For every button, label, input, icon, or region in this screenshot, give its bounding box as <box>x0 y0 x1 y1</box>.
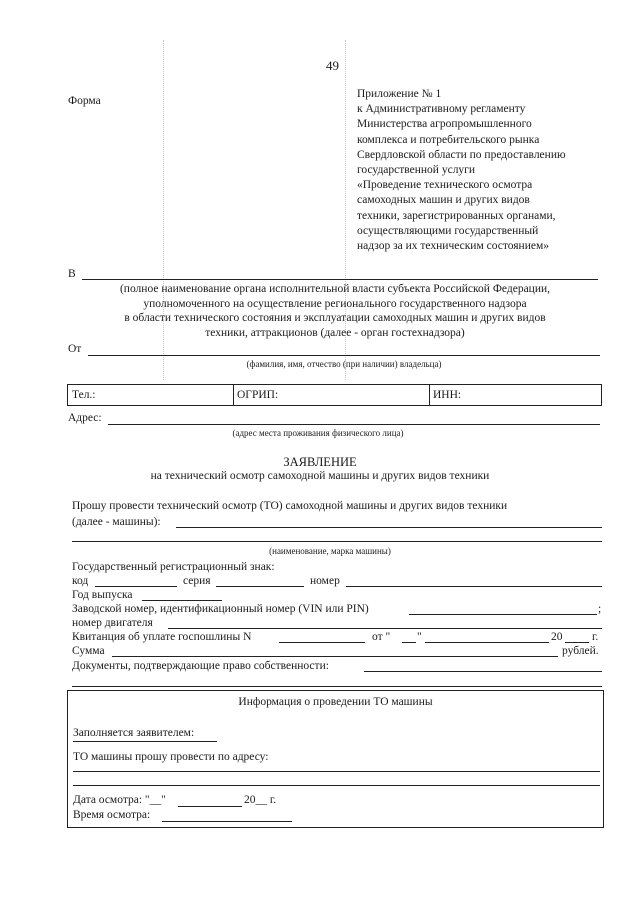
series-label: серия <box>183 575 211 587</box>
inspection-address-field[interactable] <box>73 771 600 772</box>
appendix-block <box>357 87 607 254</box>
appendix-line: Министерства агропромышленного <box>357 118 532 131</box>
request-machine-label: (далее - машины): <box>72 516 161 528</box>
inspection-address-field-continued[interactable] <box>73 785 600 786</box>
page-number: 49 <box>326 58 339 73</box>
engine-number-field[interactable] <box>168 628 602 629</box>
statement-title: ЗАЯВЛЕНИЕ <box>283 455 357 469</box>
inspection-date-year: 20__ г. <box>244 794 277 806</box>
to-label: В <box>68 268 76 280</box>
year-field[interactable] <box>142 600 222 601</box>
registration-title: Государственный регистрационный знак: <box>72 561 275 573</box>
authority-hint-line: техники, аттракционов (далее - орган гостехнадзора) <box>205 326 465 339</box>
receipt-month-field[interactable] <box>425 642 549 643</box>
filled-by-underline <box>73 741 217 742</box>
factory-number-field[interactable] <box>409 614 597 615</box>
machine-field-continued[interactable] <box>72 541 602 542</box>
sum-label: Сумма <box>72 645 105 657</box>
receipt-year-suffix: г. <box>592 631 599 643</box>
inn-label: ИНН: <box>433 389 462 401</box>
form-label: Форма <box>68 95 101 107</box>
request-text: Прошу провести технический осмотр (ТО) самоходной машины и других видов техники <box>72 500 508 512</box>
authority-hint-line: (полное наименование органа исполнительной власти субъекта Российской Федерации, <box>119 283 551 295</box>
owner-name-hint: (фамилия, имя, отчество (при наличии) владельца) <box>246 359 442 369</box>
inspection-time-field[interactable] <box>162 821 292 822</box>
appendix-line: «Проведение технического осмотра <box>357 179 533 192</box>
sum-field[interactable] <box>112 656 558 657</box>
appendix-line: Приложение № 1 <box>357 88 442 100</box>
ownership-documents-label: Документы, подтверждающие право собственности: <box>72 660 329 672</box>
factory-number-end: ; <box>598 603 602 615</box>
contacts-table <box>67 384 602 406</box>
appendix-line: самоходных машин и других видов <box>357 194 530 207</box>
info-box-title: Информация о проведении ТО машины <box>238 696 433 708</box>
address-field[interactable] <box>108 424 600 425</box>
appendix-line: государственной услуги <box>357 164 476 177</box>
engine-number-label: номер двигателя <box>72 617 153 629</box>
from-label: От <box>68 343 82 355</box>
receipt-label: Квитанция об уплате госпошлины N <box>72 631 252 643</box>
inspection-date-label: Дата осмотра: "__" <box>73 794 166 806</box>
ogrip-label: ОГРИП: <box>237 389 279 401</box>
appendix-line: Свердловской области по предоставлению <box>357 148 566 161</box>
ownership-documents-field[interactable] <box>364 671 602 672</box>
phone-cell[interactable] <box>68 385 233 405</box>
phone-label: Тел.: <box>72 389 96 401</box>
machine-field[interactable] <box>176 527 602 528</box>
receipt-day-field[interactable] <box>402 642 416 643</box>
filled-by-label: Заполняется заявителем: <box>73 727 195 739</box>
inspection-address-label: ТО машины прошу провести по адресу: <box>73 751 269 763</box>
series-field[interactable] <box>216 586 304 587</box>
receipt-number-field[interactable] <box>279 642 365 643</box>
appendix-line: надзор за их техническим состоянием» <box>357 240 549 253</box>
year-label: Год выпуска <box>72 589 133 601</box>
inspection-time-label: Время осмотра: <box>73 809 151 821</box>
appendix-line: комплекса и потребительского рынка <box>357 133 540 146</box>
number-field[interactable] <box>346 586 602 587</box>
statement-subtitle: на технический осмотр самоходной машины и других видов техники <box>150 470 490 482</box>
factory-number-label: Заводской номер, идентификационный номер (VIN или PIN) <box>72 603 369 615</box>
owner-name-field[interactable] <box>88 355 600 356</box>
sum-currency: рублей. <box>562 645 599 657</box>
appendix-line: техники, зарегистрированных органами, <box>357 209 556 222</box>
authority-hint-line: уполномоченного на осуществление регионального государственного надзора <box>143 297 527 310</box>
ownership-documents-field-continued[interactable] <box>72 686 602 687</box>
code-field[interactable] <box>95 586 177 587</box>
number-label: номер <box>310 575 340 587</box>
machine-hint: (наименование, марка машины) <box>269 546 391 556</box>
inn-cell[interactable] <box>429 385 601 405</box>
receipt-quote-close: " <box>417 631 422 643</box>
authority-field[interactable] <box>82 279 598 280</box>
receipt-year-field[interactable] <box>565 642 589 643</box>
address-label: Адрес: <box>68 412 102 424</box>
authority-hint <box>80 282 590 340</box>
code-label: код <box>72 575 89 587</box>
inspection-month-field[interactable] <box>178 806 242 807</box>
receipt-from-label: от " <box>372 631 391 643</box>
ogrip-cell[interactable] <box>233 385 429 405</box>
authority-hint-line: в области технического состояния и эксплуатации самоходных машин и других видов <box>124 312 546 325</box>
appendix-line: осуществляющими государственный <box>357 224 539 237</box>
receipt-year-prefix: 20 <box>551 631 563 643</box>
address-hint: (адрес места проживания физического лица) <box>232 428 404 438</box>
inspection-info-box <box>67 690 604 828</box>
appendix-line: к Административному регламенту <box>357 103 526 116</box>
